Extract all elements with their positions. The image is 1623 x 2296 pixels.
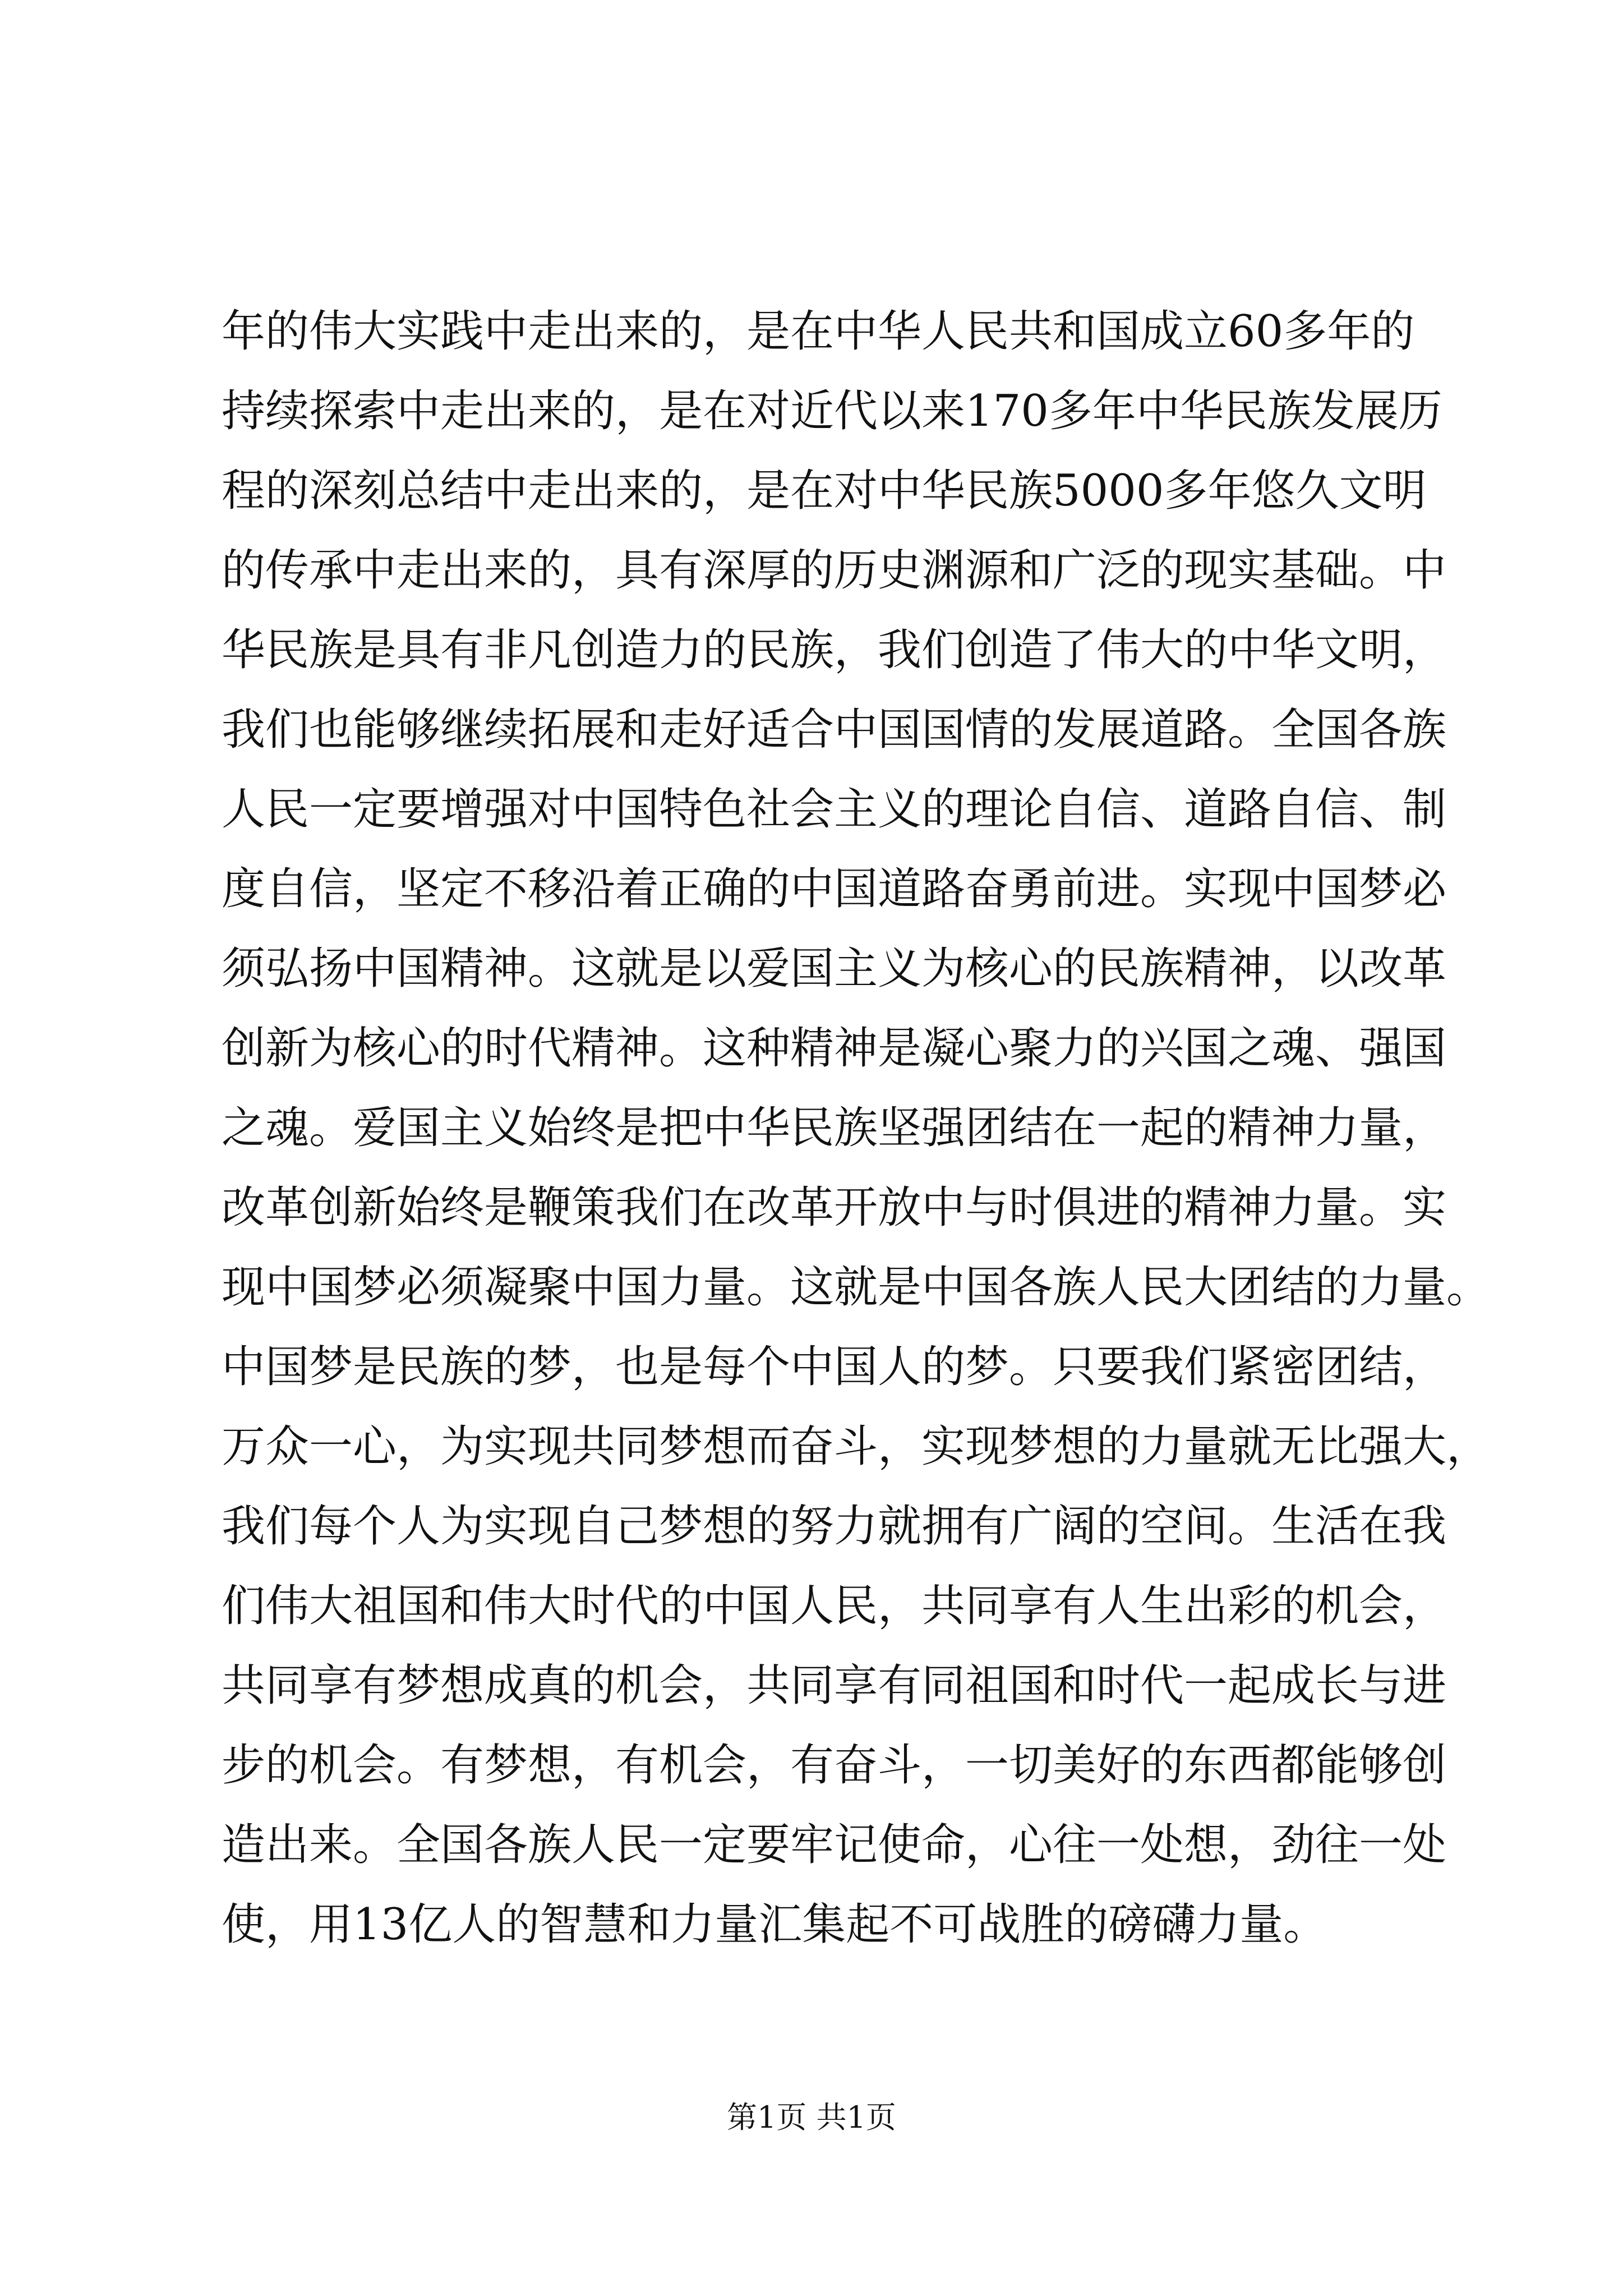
text-line: 度自信，坚定不移沿着正确的中国道路奋勇前进。实现中国梦必 — [222, 864, 1447, 914]
text-line: 持续探索中走出来的，是在对近代以来170多年中华民族发展历 — [222, 386, 1442, 436]
text-line-last: 使，用13亿人的智慧和力量汇集起不可战胜的磅礴力量。 — [222, 1899, 1327, 1950]
text-line: 年的伟大实践中走出来的，是在中华人民共和国成立60多年的 — [222, 306, 1415, 357]
text-line: 造出来。全国各族人民一定要牢记使命，心往一处想，劲往一处 — [222, 1820, 1447, 1870]
text-line: 共同享有梦想成真的机会，共同享有同祖国和时代一起成长与进 — [222, 1660, 1447, 1711]
text-line: 现中国梦必须凝聚中国力量。这就是中国各族人民大团结的力量。 — [222, 1262, 1491, 1313]
text-line: 华民族是具有非凡创造力的民族，我们创造了伟大的中华文明， — [222, 625, 1447, 675]
text-line: 之魂。爱国主义始终是把中华民族坚强团结在一起的精神力量， — [222, 1103, 1447, 1153]
text-line: 我们也能够继续拓展和走好适合中国国情的发展道路。全国各族 — [222, 705, 1447, 755]
page-footer: 第1页 共1页 — [727, 2100, 896, 2135]
text-line: 万众一心，为实现共同梦想而奋斗，实现梦想的力量就无比强大， — [222, 1421, 1491, 1472]
text-line: 须弘扬中国精神。这就是以爱国主义为核心的民族精神，以改革 — [222, 944, 1447, 994]
text-line: 创新为核心的时代精神。这种精神是凝心聚力的兴国之魂、强国 — [222, 1023, 1447, 1074]
body-text — [222, 292, 1491, 1964]
text-line: 的传承中走出来的，具有深厚的历史渊源和广泛的现实基础。中 — [222, 545, 1447, 596]
text-line: 改革创新始终是鞭策我们在改革开放中与时俱进的精神力量。实 — [222, 1182, 1447, 1233]
text-line: 步的机会。有梦想，有机会，有奋斗，一切美好的东西都能够创 — [222, 1740, 1447, 1791]
text-line: 们伟大祖国和伟大时代的中国人民，共同享有人生出彩的机会， — [222, 1581, 1447, 1631]
text-line: 我们每个人为实现自己梦想的努力就拥有广阔的空间。生活在我 — [222, 1501, 1447, 1552]
text-line: 程的深刻总结中走出来的，是在对中华民族5000多年悠久文明 — [222, 466, 1427, 516]
text-line: 中国梦是民族的梦，也是每个中国人的梦。只要我们紧密团结， — [222, 1342, 1447, 1392]
text-line: 人民一定要增强对中国特色社会主义的理论自信、道路自信、制 — [222, 784, 1447, 835]
